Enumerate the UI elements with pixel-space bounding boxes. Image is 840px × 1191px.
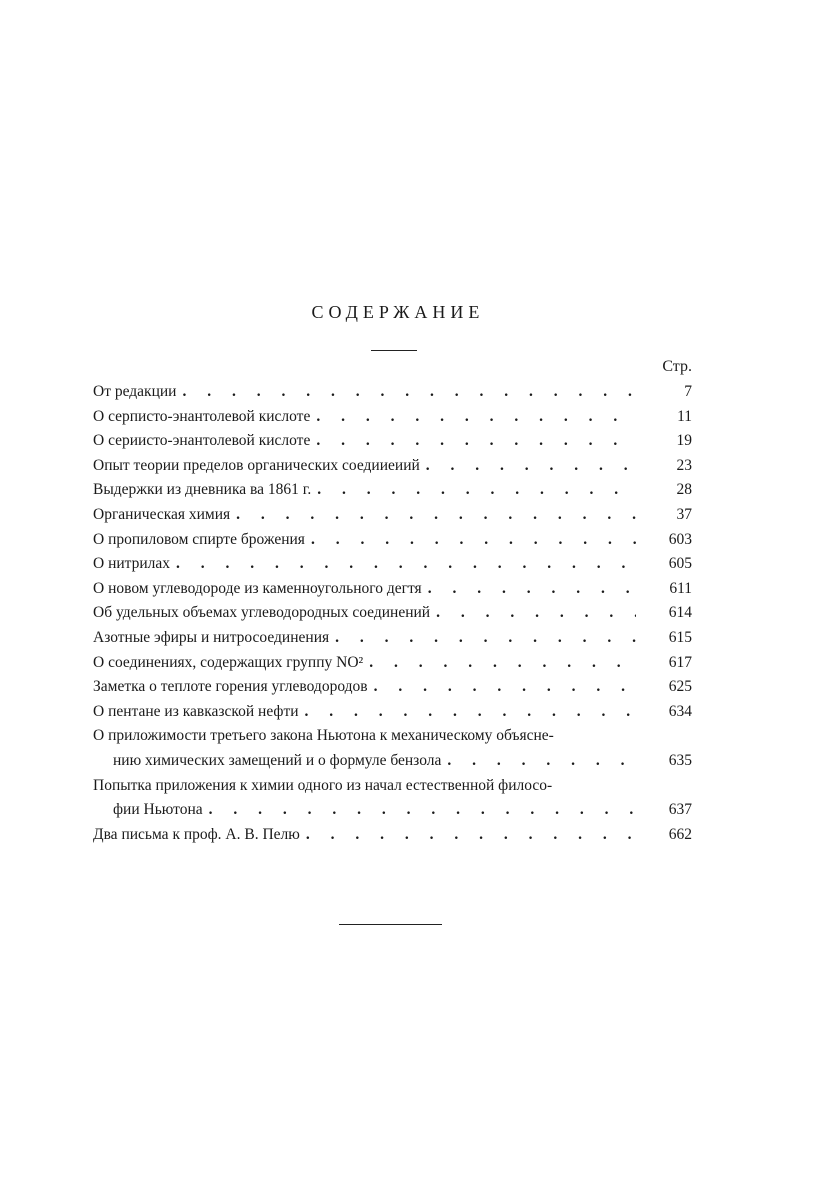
toc-entry-title: О нитрилах <box>93 555 171 573</box>
toc-entry-title: О сериисто-энантолевой кислоте <box>93 432 311 450</box>
toc-entry-page: 635 <box>668 751 692 769</box>
toc-entry-page: 23 <box>676 456 692 474</box>
toc-entry <box>93 675 692 700</box>
table-of-contents <box>93 380 692 847</box>
dot-leader <box>317 478 636 503</box>
toc-entry-page: 615 <box>668 628 692 646</box>
dot-leader <box>182 380 636 405</box>
toc-entry <box>93 626 692 651</box>
toc-entry-title: Об удельных объемах углеводородных соединений <box>93 604 431 622</box>
toc-entry-page: 662 <box>668 825 692 843</box>
toc-entry-page: 11 <box>677 407 692 425</box>
toc-entry-page: 28 <box>676 481 692 499</box>
dot-leader <box>447 749 636 774</box>
toc-entry-title: О пропиловом спирте брожения <box>93 530 305 548</box>
toc-entry-title: Выдержки из дневника ва 1861 г. <box>93 481 312 499</box>
bottom-divider <box>339 924 442 925</box>
toc-entry-title: нию химических замещений и о формуле бензола <box>113 751 442 769</box>
toc-entry-title: Заметка о теплоте горения углеводородов <box>93 678 368 696</box>
page-title: СОДЕРЖАНИЕ <box>311 302 485 322</box>
dot-leader <box>374 675 636 700</box>
dot-leader <box>305 700 636 725</box>
dot-leader <box>236 503 636 528</box>
toc-entry <box>93 478 692 503</box>
dot-leader <box>426 454 636 479</box>
toc-entry-page: 614 <box>668 604 692 622</box>
dot-leader <box>311 528 636 553</box>
toc-entry <box>93 651 692 676</box>
dot-leader <box>306 823 636 848</box>
toc-entry <box>93 823 692 848</box>
toc-entry-title: Попытка приложения к химии одного из начал естественной филосо- <box>93 776 553 794</box>
dot-leader <box>335 626 636 651</box>
toc-entry <box>93 380 692 405</box>
toc-entry-page: 605 <box>668 555 692 573</box>
toc-entry-page: 634 <box>668 702 692 720</box>
toc-entry <box>93 774 692 823</box>
toc-entry <box>93 552 692 577</box>
toc-entry <box>93 577 692 602</box>
toc-entry-page: 37 <box>676 505 692 523</box>
title-divider <box>371 350 417 351</box>
toc-entry-title: О серписто-энантолевой кислоте <box>93 407 311 425</box>
toc-entry <box>93 429 692 454</box>
toc-entry-title: О пентане из кавказской нефти <box>93 702 299 720</box>
toc-entry <box>93 700 692 725</box>
dot-leader <box>436 601 636 626</box>
toc-entry <box>93 601 692 626</box>
toc-entry-page: 603 <box>668 530 692 548</box>
dot-leader <box>176 552 636 577</box>
toc-entry <box>93 503 692 528</box>
toc-entry-page: 7 <box>684 383 692 400</box>
toc-entry-title: О приложимости третьего закона Ньютона к механическому объясне- <box>93 727 554 745</box>
dot-leader <box>316 405 636 430</box>
dot-leader <box>369 651 636 676</box>
dot-leader <box>428 577 636 602</box>
toc-entry <box>93 724 692 773</box>
page-column-label: Стр. <box>662 358 692 375</box>
toc-entry-page: 637 <box>668 801 692 819</box>
toc-entry-title: О соединениях, содержащих группу NO² <box>93 653 364 671</box>
toc-entry-title: О новом углеводороде из каменноугольного дегтя <box>93 579 422 597</box>
dot-leader <box>209 798 636 823</box>
toc-entry-title: Опыт теории пределов органических соедииеиий <box>93 456 420 474</box>
dot-leader <box>316 429 636 454</box>
toc-entry-page: 617 <box>668 653 692 671</box>
toc-entry-page: 611 <box>669 579 692 597</box>
toc-entry <box>93 454 692 479</box>
toc-entry-page: 625 <box>668 678 692 696</box>
toc-entry-title: фии Ньютона <box>113 801 203 819</box>
toc-entry-title: От редакции <box>93 383 177 400</box>
toc-entry-title: Органическая химия <box>93 505 231 523</box>
toc-entry <box>93 405 692 430</box>
toc-entry-page: 19 <box>676 432 692 450</box>
toc-entry-title: Азотные эфиры и нитросоединения <box>93 628 330 646</box>
toc-entry <box>93 528 692 553</box>
toc-entry-title: Два письма к проф. А. В. Пелю <box>93 825 300 843</box>
